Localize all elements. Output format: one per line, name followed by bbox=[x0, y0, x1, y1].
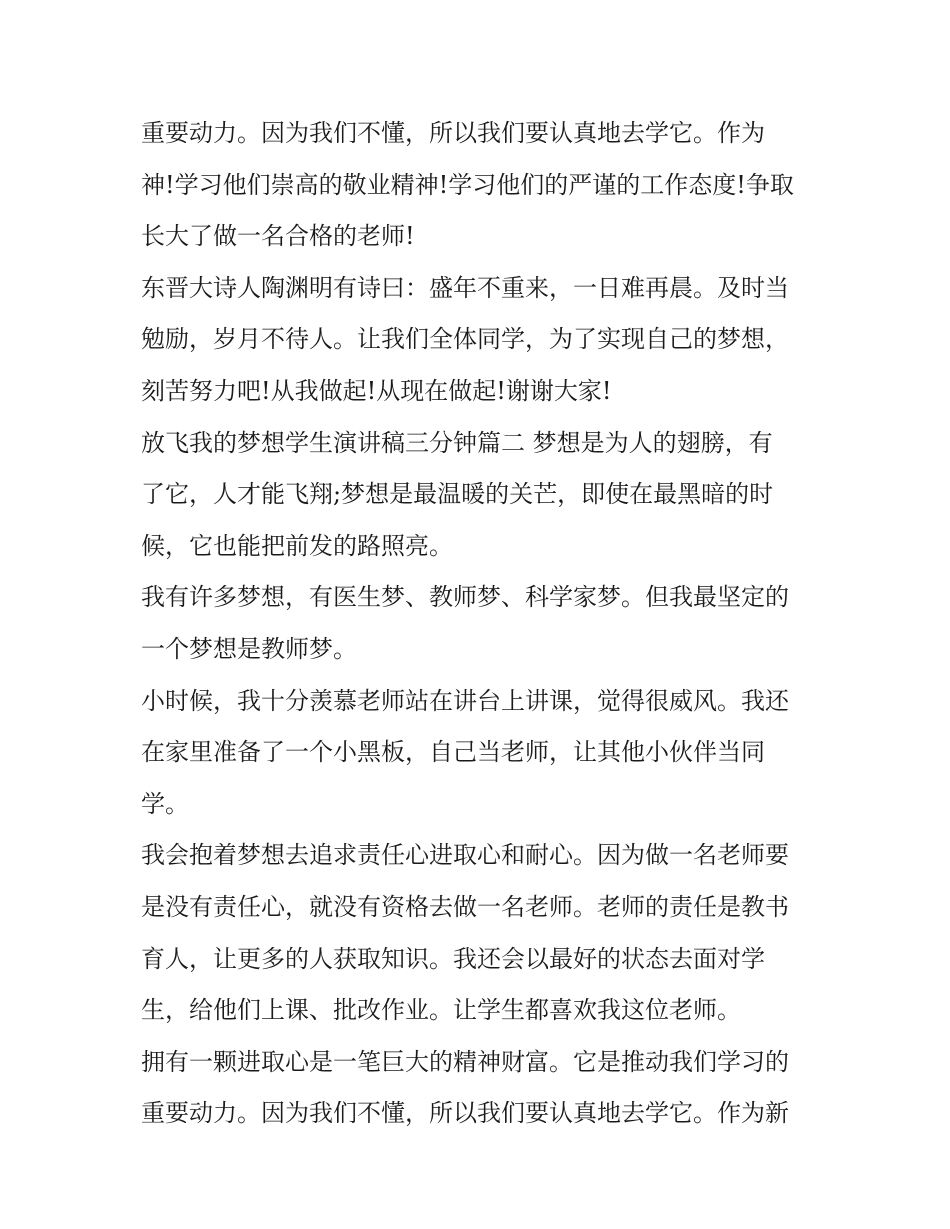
text-line: 长大了做一名合格的老师! bbox=[141, 222, 415, 251]
text-line: 是没有责任心，就没有资格去做一名老师。老师的责任是教书 bbox=[141, 892, 789, 921]
text-line: 放飞我的梦想学生演讲稿三分钟篇二 梦想是为人的翅膀，有 bbox=[141, 428, 773, 457]
text-line: 重要动力。因为我们不懂，所以我们要认真地去学它。作为 bbox=[141, 119, 765, 147]
text-line: 了它，人才能飞翔;梦想是最温暖的关芒，即使在最黑暗的时 bbox=[141, 480, 774, 509]
text-line: 一个梦想是教师梦。 bbox=[141, 634, 357, 663]
document-body bbox=[141, 108, 821, 1140]
text-line: 神!学习他们崇高的敬业精神!学习他们的严谨的工作态度!争取 bbox=[141, 170, 794, 199]
text-line: 勉励，岁月不待人。让我们全体同学，为了实现自己的梦想， bbox=[141, 325, 789, 354]
text-line: 我有许多梦想，有医生梦、教师梦、科学家梦。但我最坚定的 bbox=[141, 583, 789, 612]
text-line: 我会抱着梦想去追求责任心进取心和耐心。因为做一名老师要 bbox=[141, 841, 789, 870]
text-line: 刻苦努力吧!从我做起!从现在做起!谢谢大家! bbox=[141, 376, 612, 405]
text-line: 重要动力。因为我们不懂，所以我们要认真地去学它。作为新 bbox=[141, 1099, 789, 1128]
text-line: 拥有一颗进取心是一笔巨大的精神财富。它是推动我们学习的 bbox=[141, 1047, 789, 1076]
text-line: 育人，让更多的人获取知识。我还会以最好的状态去面对学 bbox=[141, 944, 765, 973]
text-line: 候，它也能把前发的路照亮。 bbox=[141, 531, 453, 560]
text-line: 学。 bbox=[141, 789, 189, 818]
text-line: 在家里准备了一个小黑板，自己当老师，让其他小伙伴当同 bbox=[141, 738, 765, 767]
text-line: 东晋大诗人陶渊明有诗曰：盛年不重来，一日难再晨。及时当 bbox=[141, 273, 789, 302]
text-line: 小时候，我十分羡慕老师站在讲台上讲课，觉得很威风。我还 bbox=[141, 686, 789, 715]
text-line: 生，给他们上课、批改作业。让学生都喜欢我这位老师。 bbox=[141, 996, 741, 1025]
